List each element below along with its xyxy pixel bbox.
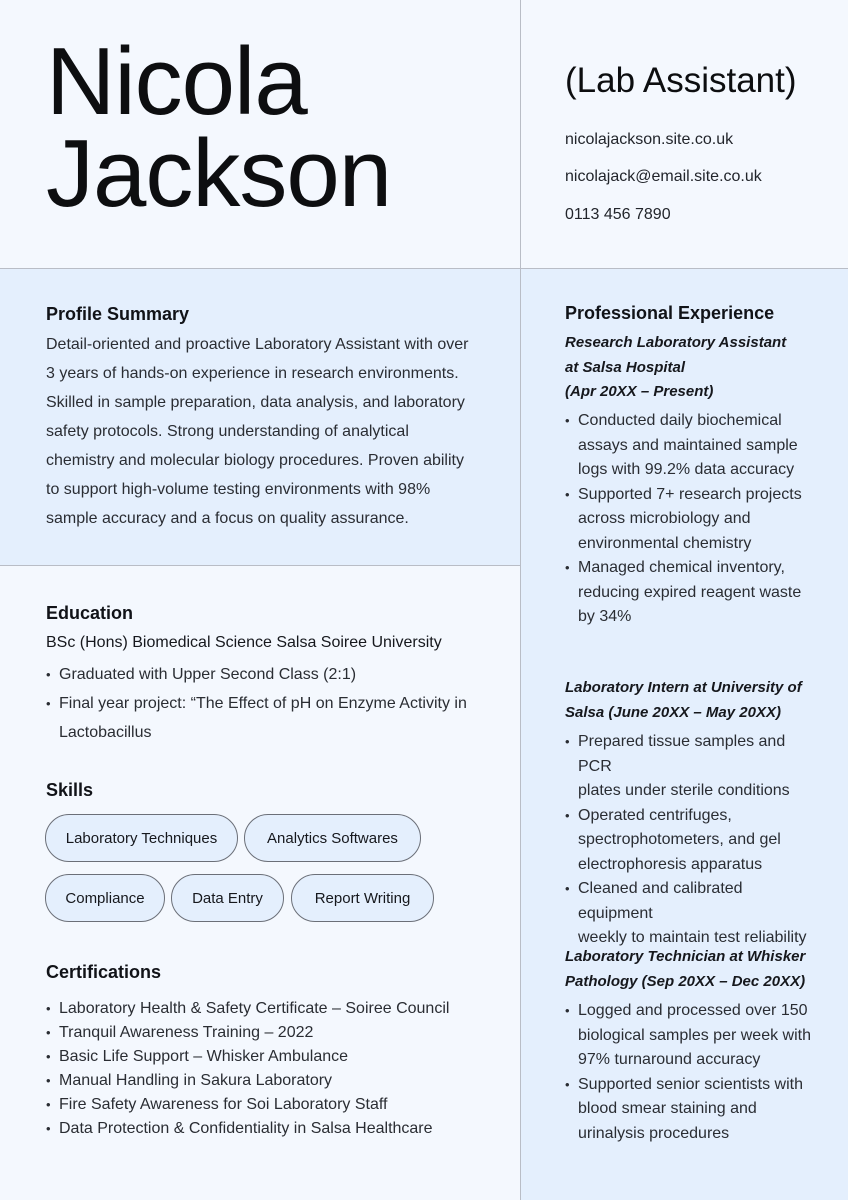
list-item: • Logged and processed over 150 biological samples per week with 97% turnaround accuracy	[565, 999, 820, 1073]
profile-line: 3 years of hands-on experience in research environments.	[46, 365, 459, 382]
job-title: Research Laboratory Assistant at Salsa Hospital (Apr 20XX – Present)	[565, 334, 787, 400]
list-item: • Fire Safety Awareness for Soi Laboratory Staff	[46, 1093, 506, 1117]
job-bullets	[565, 730, 820, 951]
education-title: Education	[46, 603, 134, 623]
list-item: • Cleaned and calibrated equipment weekly to maintain test reliability	[565, 877, 820, 951]
list-item: • Basic Life Support – Whisker Ambulance	[46, 1045, 506, 1069]
candidate-name	[46, 28, 392, 227]
profile-line: to support high-volume testing environments with 98%	[46, 481, 431, 498]
skill-pill: Report Writing	[291, 874, 434, 922]
profile-summary-title: Profile Summary	[46, 304, 190, 324]
list-item: • Manual Handling in Sakura Laboratory	[46, 1069, 506, 1093]
profile-line: safety protocols. Strong understanding of analytical	[46, 423, 409, 440]
email-link[interactable]: nicolajack@email.site.co.uk	[565, 168, 762, 185]
profile-line: Skilled in sample preparation, data analysis, and laboratory	[46, 394, 465, 411]
job-bullets	[565, 409, 820, 630]
profile-line: sample accuracy and a focus on quality assurance.	[46, 510, 409, 527]
education-degree: BSc (Hons) Biomedical Science Salsa Soiree University	[46, 634, 442, 651]
skills-title: Skills	[46, 780, 94, 800]
profile-line: chemistry and molecular biology procedures. Proven ability	[46, 452, 464, 469]
list-item: • Data Protection & Confidentiality in Salsa Healthcare	[46, 1117, 506, 1141]
skill-pill: Data Entry	[171, 874, 284, 922]
list-item: • Graduated with Upper Second Class (2:1)	[46, 660, 496, 689]
list-item: • Managed chemical inventory, reducing expired reagent waste by 34%	[565, 556, 820, 630]
list-item: • Final year project: “The Effect of pH on Enzyme Activity in Lactobacillus	[46, 689, 496, 747]
job-role: (Lab Assistant)	[565, 61, 797, 100]
skill-pill: Analytics Softwares	[244, 814, 421, 862]
certifications-title: Certifications	[46, 962, 162, 982]
header-divider	[0, 268, 848, 269]
vertical-divider	[520, 0, 521, 1200]
phone-number[interactable]: 0113 456 7890	[565, 206, 671, 223]
list-item: • Conducted daily biochemical assays and maintained sample logs with 99.2% data accuracy	[565, 409, 820, 483]
list-item: • Supported 7+ research projects across microbiology and environmental chemistry	[565, 483, 820, 557]
education-list	[46, 660, 496, 747]
first-name: Nicola	[46, 28, 307, 135]
skill-pill: Laboratory Techniques	[45, 814, 238, 862]
last-name: Jackson	[46, 120, 392, 227]
list-item: • Prepared tissue samples and PCR plates under sterile conditions	[565, 730, 820, 804]
list-item: • Supported senior scientists with blood smear staining and urinalysis procedures	[565, 1073, 820, 1147]
skill-pill: Compliance	[45, 874, 165, 922]
profile-summary-text	[46, 330, 501, 533]
list-item: • Operated centrifuges, spectrophotometers, and gel electrophoresis apparatus	[565, 804, 820, 878]
experience-title: Professional Experience	[565, 303, 775, 323]
profile-divider	[0, 565, 520, 566]
profile-line: Detail-oriented and proactive Laboratory Assistant with over	[46, 336, 469, 353]
list-item: • Tranquil Awareness Training – 2022	[46, 1021, 506, 1045]
website-link[interactable]: nicolajackson.site.co.uk	[565, 131, 734, 148]
job-bullets	[565, 999, 820, 1146]
job-title: Laboratory Intern at University of Salsa (June 20XX – May 20XX)	[565, 679, 802, 721]
list-item: • Laboratory Health & Safety Certificate – Soiree Council	[46, 997, 506, 1021]
certifications-list	[46, 997, 506, 1141]
job-title: Laboratory Technician at Whisker Pathology (Sep 20XX – Dec 20XX)	[565, 948, 806, 990]
